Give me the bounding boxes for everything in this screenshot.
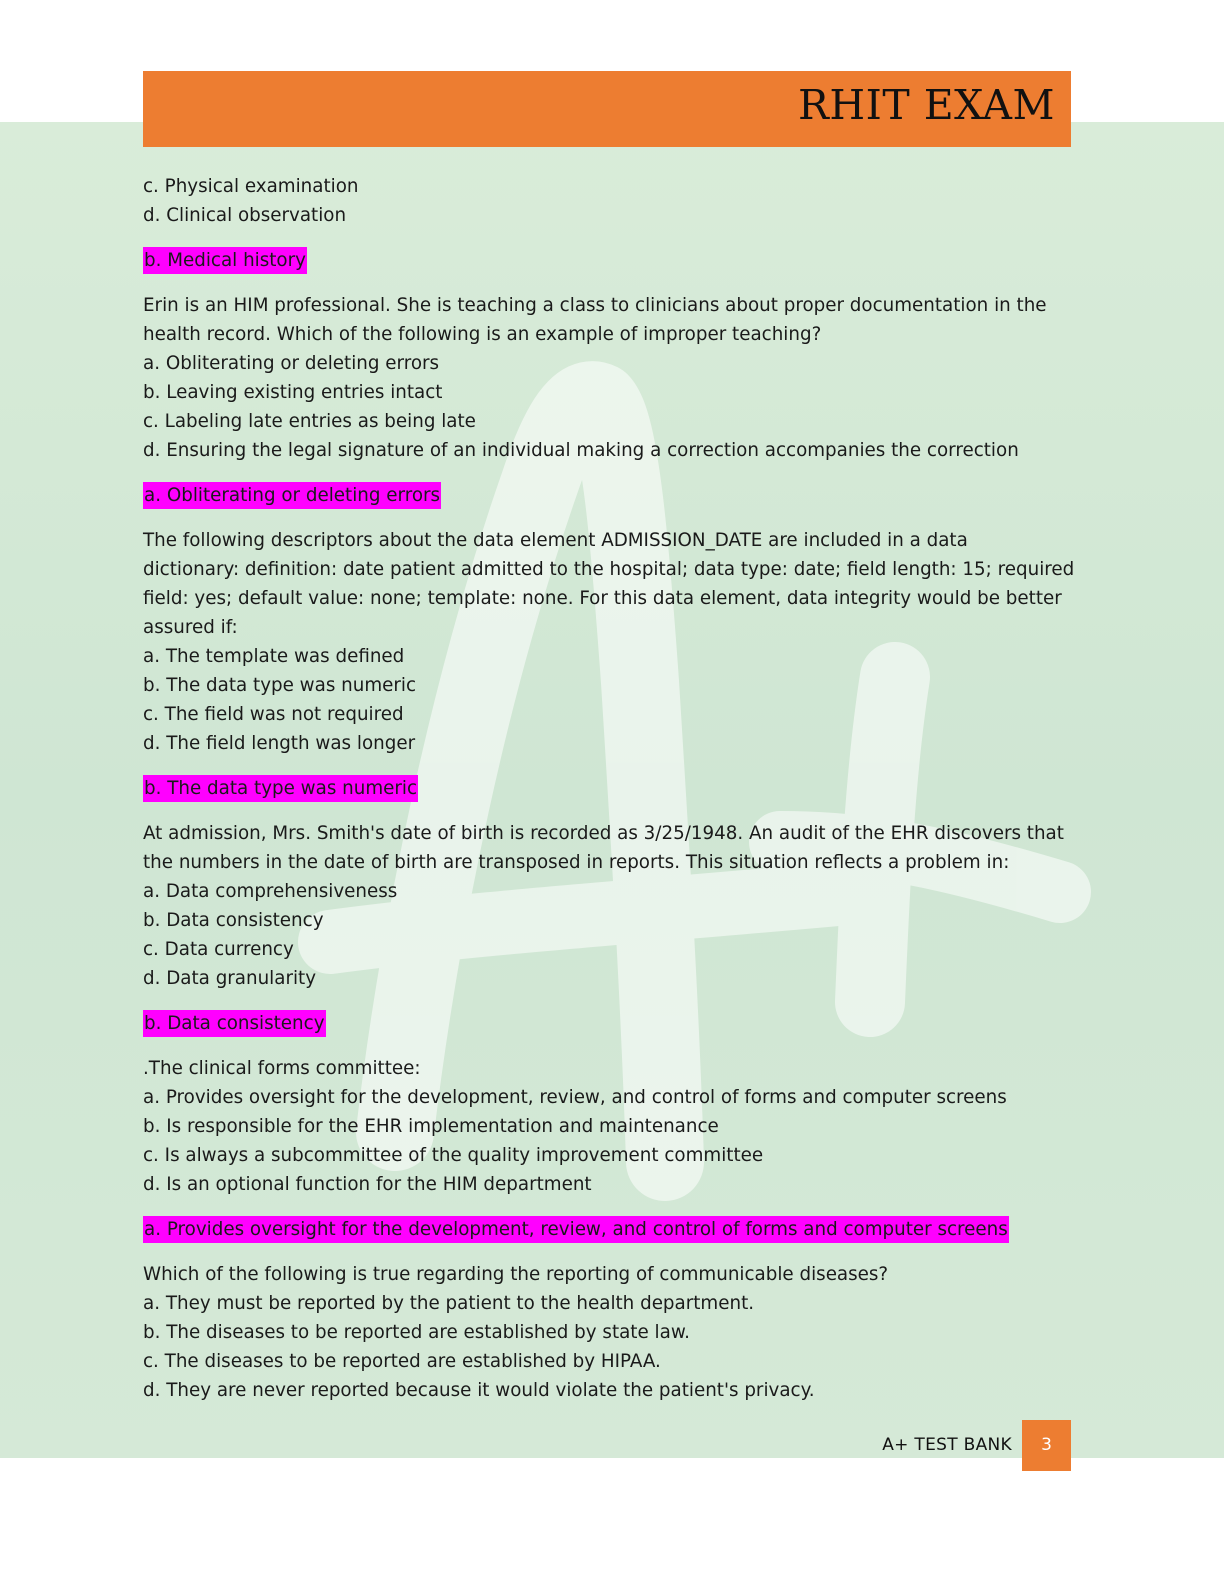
question-block <box>143 291 1073 510</box>
correct-answer-highlight: b. The data type was numeric <box>143 775 418 802</box>
question-text: field: yes; default value: none; template: none. For this data element, data integrity would be better <box>143 588 1062 609</box>
question-text: health record. Which of the following is an example of improper teaching? <box>143 324 822 345</box>
answer-option: a. Obliterating or deleting errors <box>143 353 440 374</box>
page-footer <box>0 1420 1224 1472</box>
page-number: 3 <box>1041 1435 1052 1455</box>
question-block <box>143 1054 1073 1244</box>
answer-option: c. The diseases to be reported are established by HIPAA. <box>143 1351 661 1372</box>
answer-option: c. Is always a subcommittee of the quality improvement committee <box>143 1145 764 1166</box>
question-block <box>143 526 1073 803</box>
question-content <box>143 172 1073 1405</box>
correct-answer-highlight: a. Provides oversight for the development, review, and control of forms and computer screens <box>143 1216 1009 1243</box>
answer-option: c. Data currency <box>143 939 294 960</box>
footer-label: A+ TEST BANK <box>882 1435 1012 1455</box>
answer-option: b. Is responsible for the EHR implementation and maintenance <box>143 1116 719 1137</box>
question-text: Which of the following is true regarding the reporting of communicable diseases? <box>143 1264 889 1285</box>
correct-answer-row <box>143 774 1073 803</box>
page-title: RHIT EXAM <box>798 81 1055 129</box>
answer-option: a. The template was defined <box>143 646 405 667</box>
question-text: The following descriptors about the data element ADMISSION_DATE are included in a data <box>143 530 968 551</box>
correct-answer-highlight: b. Medical history <box>143 247 307 274</box>
answer-option: b. Data consistency <box>143 910 324 931</box>
question-text: dictionary: definition: date patient admitted to the hospital; data type: date; field length: 15; required <box>143 559 1075 580</box>
question-block <box>143 172 1073 275</box>
answer-option: d. Ensuring the legal signature of an individual making a correction accompanies the correction <box>143 440 1019 461</box>
answer-option: c. Physical examination <box>143 176 359 197</box>
question-block <box>143 819 1073 1038</box>
question-text: the numbers in the date of birth are transposed in reports. This situation reflects a problem in: <box>143 852 1010 873</box>
correct-answer-row <box>143 246 1073 275</box>
answer-option: d. Is an optional function for the HIM department <box>143 1174 592 1195</box>
answer-option: b. The diseases to be reported are established by state law. <box>143 1322 690 1343</box>
answer-option: d. The field length was longer <box>143 733 416 754</box>
question-text: At admission, Mrs. Smith's date of birth is recorded as 3/25/1948. An audit of the EHR discovers that <box>143 823 1064 844</box>
question-text: assured if: <box>143 617 238 638</box>
question-block <box>143 1260 1073 1405</box>
answer-option: b. The data type was numeric <box>143 675 417 696</box>
answer-option: a. They must be reported by the patient to the health department. <box>143 1293 755 1314</box>
page-number-box <box>1022 1420 1071 1471</box>
answer-option: d. They are never reported because it would violate the patient's privacy. <box>143 1380 815 1401</box>
question-text: Erin is an HIM professional. She is teaching a class to clinicians about proper documentation in the <box>143 295 1047 316</box>
correct-answer-row <box>143 481 1073 510</box>
answer-option: c. Labeling late entries as being late <box>143 411 476 432</box>
answer-option: a. Provides oversight for the development, review, and control of forms and computer screens <box>143 1087 1007 1108</box>
correct-answer-highlight: b. Data consistency <box>143 1010 326 1037</box>
answer-option: d. Clinical observation <box>143 205 347 226</box>
question-text: .The clinical forms committee: <box>143 1058 421 1079</box>
correct-answer-highlight: a. Obliterating or deleting errors <box>143 482 441 509</box>
answer-option: c. The field was not required <box>143 704 404 725</box>
header-bar <box>143 71 1071 147</box>
answer-option: d. Data granularity <box>143 968 317 989</box>
correct-answer-row <box>143 1215 1073 1244</box>
answer-option: a. Data comprehensiveness <box>143 881 398 902</box>
correct-answer-row <box>143 1009 1073 1038</box>
answer-option: b. Leaving existing entries intact <box>143 382 443 403</box>
